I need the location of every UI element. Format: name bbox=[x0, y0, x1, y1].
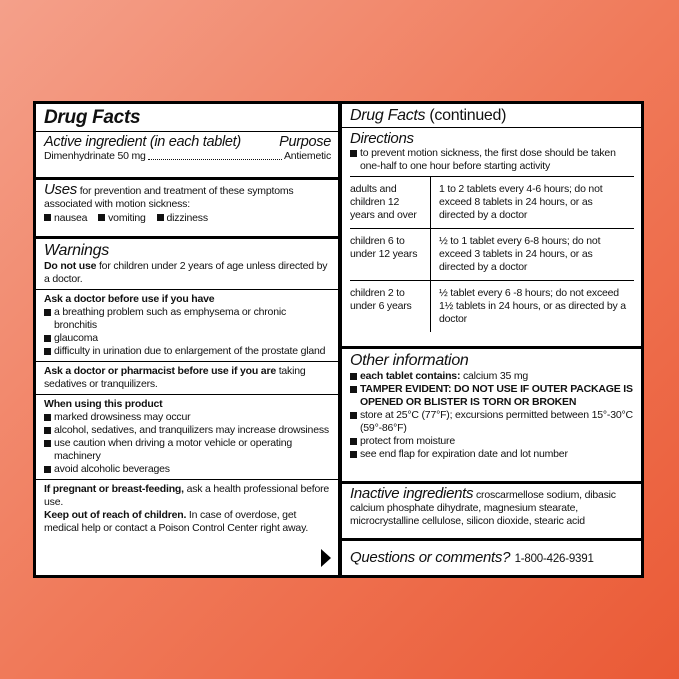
bullet-icon bbox=[44, 414, 51, 421]
continued-label: (continued) bbox=[429, 107, 507, 124]
divider bbox=[36, 131, 338, 132]
questions-box bbox=[342, 541, 641, 575]
continue-arrow-icon bbox=[321, 549, 331, 567]
do-not-use-text: for children under 2 years of age unless directed by a doctor. bbox=[44, 260, 328, 285]
inactive-text: croscarmellose sodium, dibasic calcium phosphate dihydrate, magnesium stearate, microcrystalline cellulose, silicon dioxide, stearic acid bbox=[350, 489, 616, 527]
bullet-icon bbox=[44, 214, 51, 221]
symptom-item: dizziness bbox=[166, 212, 208, 224]
pregnant-text: ask a health professional before use. bbox=[44, 483, 330, 508]
divider bbox=[36, 394, 338, 395]
dose-cell: ½ to 1 tablet every 6-8 hours; do not exceed 3 tablets in 24 hours, or as directed by a doctor bbox=[431, 229, 635, 281]
dot-leader bbox=[148, 159, 282, 160]
list-item-text: see end flap for expiration date and lot number bbox=[360, 448, 568, 460]
list-item bbox=[44, 463, 331, 476]
bullet-icon bbox=[44, 335, 51, 342]
list-item-bold: each tablet contains: bbox=[360, 370, 461, 382]
drug-facts-panel bbox=[33, 101, 644, 578]
active-ingredient-box bbox=[36, 104, 338, 177]
symptom-item: vomiting bbox=[108, 212, 146, 224]
list-item bbox=[350, 435, 634, 448]
do-not-use-label: Do not use bbox=[44, 260, 97, 272]
bullet-icon bbox=[44, 309, 51, 316]
list-item-bold: TAMPER EVIDENT: DO NOT USE IF OUTER PACKAGE IS OPENED OR BLISTER IS TORN OR BROKEN bbox=[360, 383, 633, 408]
ask-pharmacist-label: Ask a doctor or pharmacist before use if you are bbox=[44, 365, 276, 377]
age-cell: children 2 to under 6 years bbox=[350, 281, 431, 333]
directions-box bbox=[342, 104, 641, 346]
bullet-icon bbox=[157, 214, 164, 221]
bullet-icon bbox=[350, 412, 357, 419]
questions-heading: Questions or comments? bbox=[350, 549, 511, 566]
keep-out-label: Keep out of reach of children. bbox=[44, 509, 187, 521]
symptom-list bbox=[44, 212, 331, 225]
keep-out-text: In case of overdose, get medical help or contact a Poison Control Center right away. bbox=[44, 509, 309, 534]
list-item-text: marked drowsiness may occur bbox=[54, 411, 191, 423]
bullet-icon bbox=[98, 214, 105, 221]
list-item-text: a breathing problem such as emphysema or chronic bronchitis bbox=[54, 306, 287, 331]
right-column bbox=[342, 104, 641, 575]
warnings-heading: Warnings bbox=[44, 242, 109, 259]
divider bbox=[36, 289, 338, 290]
list-item-text: glaucoma bbox=[54, 332, 98, 344]
ask-pharmacist-text: taking sedatives or tranquilizers. bbox=[44, 365, 306, 390]
phone-number: 1-800-426-9391 bbox=[514, 553, 594, 565]
list-item bbox=[350, 370, 634, 383]
list-item bbox=[44, 437, 331, 463]
bullet-icon bbox=[44, 427, 51, 434]
bullet-icon bbox=[350, 386, 357, 393]
list-item-text: avoid alcoholic beverages bbox=[54, 463, 170, 475]
list-item bbox=[350, 448, 634, 461]
drug-facts-title-continued: Drug Facts bbox=[350, 107, 426, 124]
uses-text: for prevention and treatment of these symptoms associated with motion sickness: bbox=[44, 185, 294, 210]
bullet-icon bbox=[350, 451, 357, 458]
ingredient-purpose: Antiemetic bbox=[283, 150, 331, 162]
inactive-heading: Inactive ingredients bbox=[350, 485, 474, 502]
warnings-box bbox=[36, 239, 338, 575]
when-using-heading: When using this product bbox=[44, 398, 163, 410]
list-item-text: use caution when driving a motor vehicle or operating machinery bbox=[54, 437, 293, 462]
table-row bbox=[350, 281, 634, 333]
active-ingredient-heading: Active ingredient (in each tablet) bbox=[44, 134, 241, 150]
list-item bbox=[350, 147, 634, 173]
dose-cell: 1 to 2 tablets every 4-6 hours; do not exceed 8 tablets in 24 hours, or as directed by a doctor bbox=[431, 177, 635, 229]
bullet-icon bbox=[44, 440, 51, 447]
bullet-icon bbox=[350, 150, 357, 157]
list-item bbox=[350, 383, 634, 409]
list-item bbox=[44, 345, 331, 358]
table-row bbox=[350, 229, 634, 281]
list-item bbox=[44, 332, 331, 345]
bullet-icon bbox=[44, 348, 51, 355]
other-info-heading: Other information bbox=[350, 352, 469, 369]
list-item-text: calcium 35 mg bbox=[462, 370, 529, 382]
list-item-text: alcohol, sedatives, and tranquilizers may increase drowsiness bbox=[54, 424, 329, 436]
list-item bbox=[350, 409, 634, 435]
divider bbox=[36, 361, 338, 362]
list-item bbox=[44, 306, 331, 332]
ask-doctor-heading: Ask a doctor before use if you have bbox=[44, 293, 215, 305]
divider bbox=[342, 127, 641, 128]
bullet-icon bbox=[44, 466, 51, 473]
ingredient-name: Dimenhydrinate 50 mg bbox=[44, 150, 146, 162]
pregnant-label: If pregnant or breast-feeding, bbox=[44, 483, 184, 495]
bullet-icon bbox=[350, 373, 357, 380]
list-item bbox=[44, 411, 331, 424]
symptom-item: nausea bbox=[54, 212, 88, 224]
list-item-text: difficulty in urination due to enlargement of the prostate gland bbox=[54, 345, 326, 357]
bullet-icon bbox=[350, 438, 357, 445]
dosing-table bbox=[350, 176, 634, 332]
uses-box bbox=[36, 180, 338, 236]
table-row bbox=[350, 177, 634, 229]
inactive-ingredients-box bbox=[342, 484, 641, 538]
age-cell: adults and children 12 years and over bbox=[350, 177, 431, 229]
drug-facts-title: Drug Facts bbox=[44, 107, 141, 128]
list-item-text: store at 25°C (77°F); excursions permitted between 15°-30°C (59°-86°F) bbox=[360, 409, 633, 434]
uses-heading: Uses bbox=[44, 181, 77, 198]
other-information-box bbox=[342, 349, 641, 481]
dose-cell: ½ tablet every 6 -8 hours; do not exceed 1½ tablets in 24 hours, or as directed by a doctor bbox=[431, 281, 635, 333]
directions-intro: to prevent motion sickness, the first dose should be taken one-half to one hour before starting activity bbox=[360, 147, 616, 172]
list-item-text: protect from moisture bbox=[360, 435, 455, 447]
divider bbox=[36, 479, 338, 480]
list-item bbox=[44, 424, 331, 437]
purpose-heading: Purpose bbox=[279, 134, 331, 150]
directions-heading: Directions bbox=[350, 130, 414, 147]
age-cell: children 6 to under 12 years bbox=[350, 229, 431, 281]
left-column bbox=[36, 104, 338, 575]
